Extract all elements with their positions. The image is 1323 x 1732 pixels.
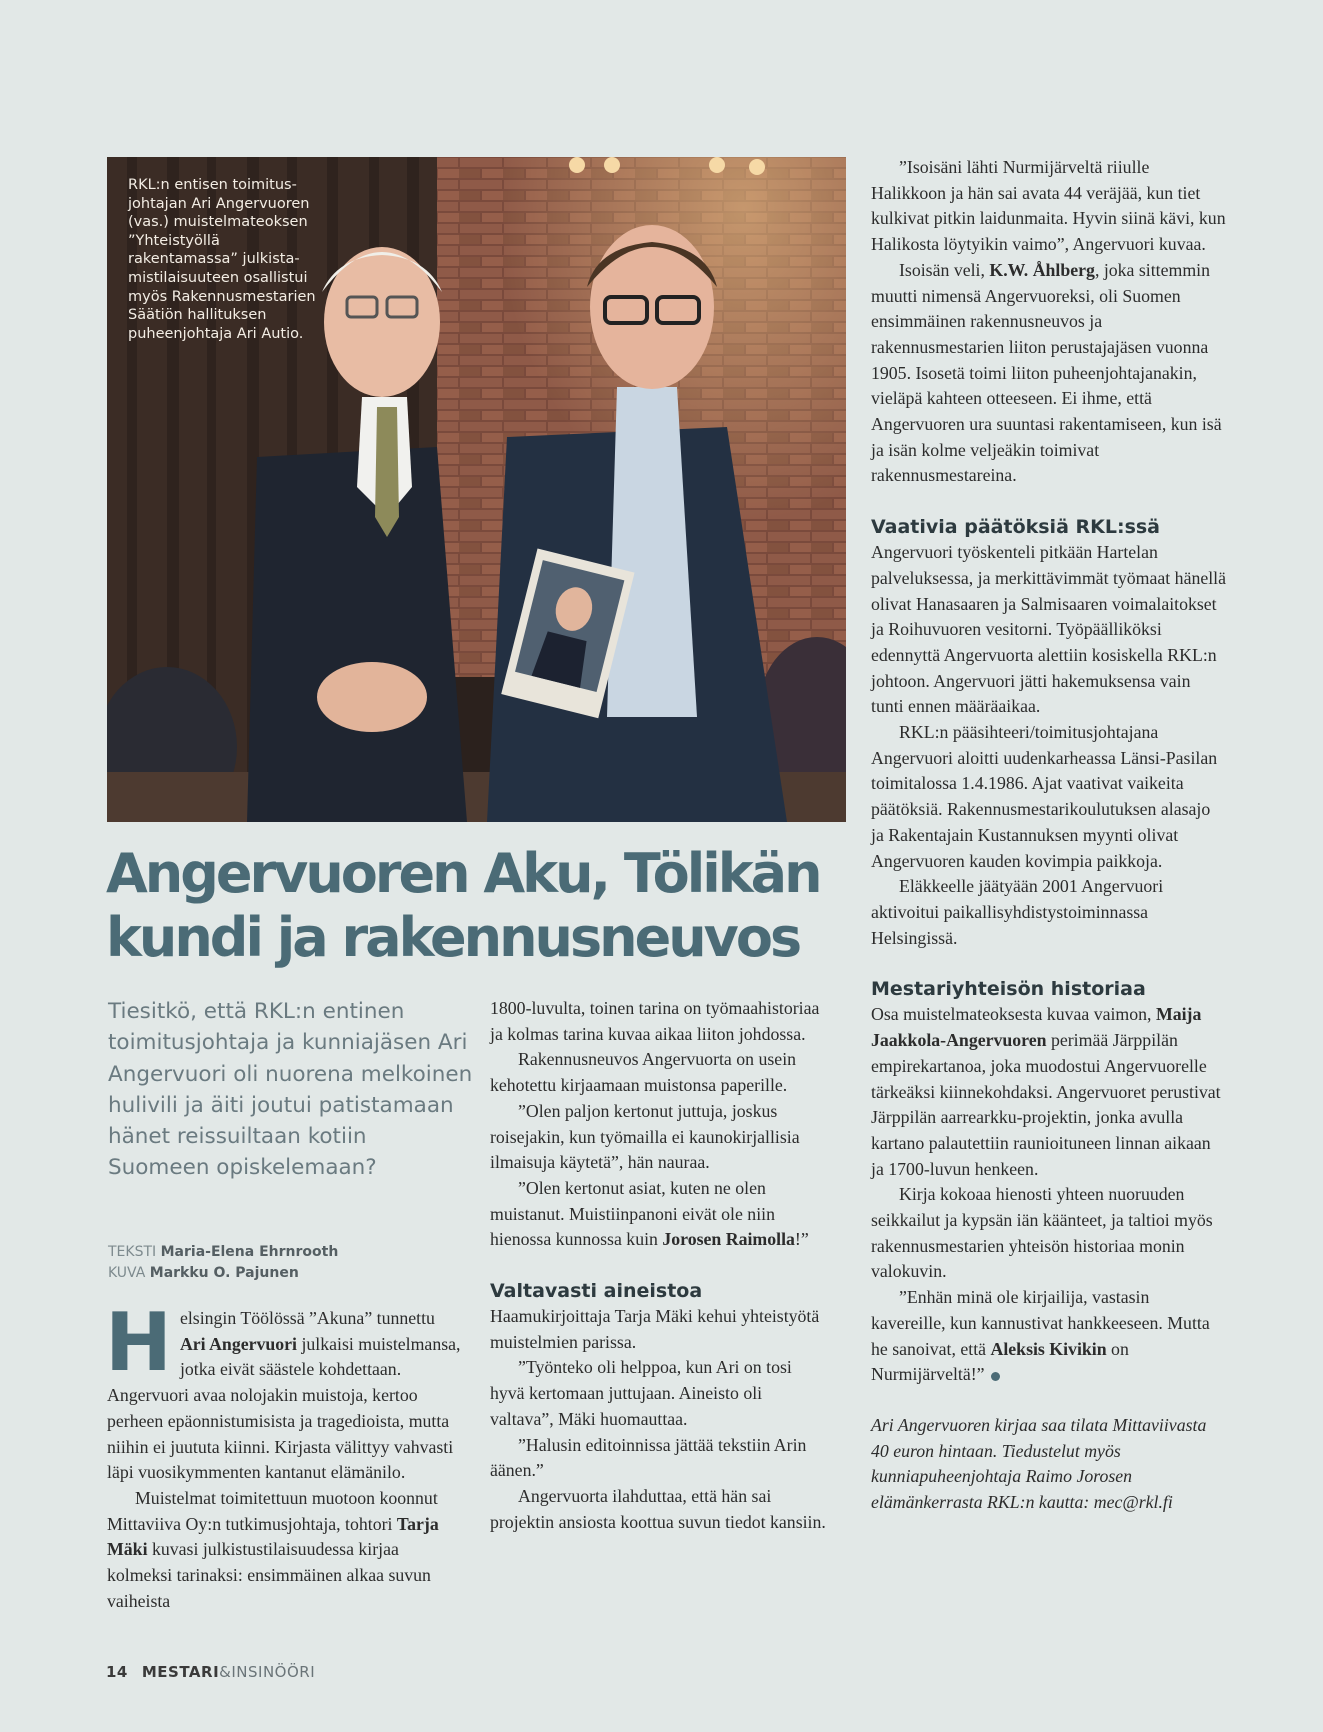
headline-line-1: Angervuoren Aku, Tölikän [106, 842, 820, 905]
article-headline [106, 842, 826, 970]
body-paragraph: ”Olen paljon kertonut juttuja, joskus roisejakin, kun työmailla ei kaunokirjallisia ilmaisuja käytetä”, hän nauraa. [490, 1100, 800, 1173]
body-paragraph: ”Olen kertonut asiat, kuten ne olen muistanut. Muistiinpanoni eivät ole niin hienossa kunnossa kuin Jorosen Raimolla!” [490, 1177, 809, 1250]
body-paragraph: Muistelmat toimitettuun muotoon koonnut Mittaviiva Oy:n tutkimusjohtaja, tohtori Tarja Mäki kuvasi julkistustilaisuudessa kirjaa kolmeksi tarinaksi: ensimmäinen alkaa suvun vaiheista [107, 1487, 439, 1611]
page-number: 14 [106, 1663, 128, 1681]
body-column-3 [871, 155, 1227, 1516]
body-paragraph: Eläkkeelle jäätyään 2001 Angervuori aktivoitui paikallisyhdistystoiminnassa Helsingissä. [871, 876, 1164, 948]
body-paragraph: Angervuori työskenteli pitkään Hartelan palveluksessa, ja merkittävimmät työmaat hänellä olivat Hanasaaren ja Salmisaaren voimalaitokset ja Roihuvuoren vesitorni. Työpäälliköksi edennyttä Angervuorta alettiin kosiskella RKL:n johtoon. Angervuori jätti hakemuksensa vain tunti ennen määräaikaa. [871, 542, 1227, 717]
magazine-brand: MESTARI [141, 1663, 220, 1681]
ordering-note-text: Ari Angervuoren kirjaa saa tilata Mittaviivasta 40 euron hintaan. Tiedustelut myös kunniapuheenjohtaja Raimo Jorosen elämänkerrasta RKL:n kautta: mec@rkl.fi [871, 1414, 1207, 1513]
body-paragraph: ”Enhän minä ole kirjailija, vastasin kavereille, kun kannustivat hankkeeseen. Mutta he sanoivat, että Aleksis Kivikin on Nurmijärveltä!” [871, 1287, 1210, 1385]
body-column-2 [490, 996, 830, 1535]
body-paragraph: ”Halusin editoinnissa jättää tekstiin Arin äänen.” [490, 1434, 807, 1481]
credit-text-name: Maria-Elena Ehrnrooth [160, 1244, 339, 1260]
credit-photo-label: KUVA [108, 1265, 146, 1281]
ordering-note [871, 1413, 1227, 1516]
body-paragraph: ”Työnteko oli helppoa, kun Ari on tosi hyvä kertomaan juttujaan. Aineisto oli valtava”, Mäki huomauttaa. [490, 1357, 792, 1429]
credit-text-label: TEKSTI [108, 1244, 157, 1260]
article-lead: Tiesitkö, että RKL:n entinen toimitusjohtaja ja kunniajäsen Ari Angervuori oli nuorena melkoinen hulivili ja äiti joutui patistamaan hänet reissuiltaan kotiin Suomeen opiskelemaan? [108, 999, 473, 1181]
body-paragraph: Rakennusneuvos Angervuorta on usein kehotettu kirjaamaan muistonsa paperille. [490, 1049, 797, 1096]
body-paragraph: RKL:n pääsihteeri/toimitusjohtajana Angervuori aloitti uudenkarheassa Länsi-Pasilan toimitalossa 1.4.1986. Ajat vaativat vaikeita päätöksiä. Rakennusmestarikoulutuksen alasajo ja Rakentajain Kustannuksen myynti olivat Angervuoren kauden kovimpia paikkoja. [871, 722, 1218, 871]
body-column-1 [105, 1296, 462, 1614]
article-credits [108, 1242, 338, 1284]
page-footer [106, 1663, 315, 1681]
drop-cap: H [105, 1296, 172, 1389]
subheading: Mestariyhteisön historiaa [871, 978, 1146, 1001]
body-paragraph: Helsingin Töölössä ”Akuna” tunnettu Ari Angervuori julkaisi muistelmansa, jotka eivät säästele kohdettaan. Angervuori avaa nolojakin muistoja, kertoo perheen epäonnistumisista ja tragedioista, mutta niihin ei juututa kiinni. Kirjasta välittyy vahvasti läpi vuosikymmenten kantanut elämänilo. [105, 1296, 461, 1483]
subheading: Vaativia päätöksiä RKL:ssä [871, 516, 1161, 539]
body-paragraph: Isoisän veli, K.W. Åhlberg, joka sittemmin muutti nimensä Angervuoreksi, oli Suomen ensimmäinen rakennusneuvos ja rakennusmestarien liiton perustajajäsen vuonna 1905. Isosetä toimi liiton puheenjohtajanakin, vieläpä kahteen otteeseen. Ei ihme, että Angervuoren ura suuntasi rakentamiseen, kun isä ja isän kolme veljeäkin toimivat rakennusmestareina. [871, 259, 1222, 486]
subheading: Valtavasti aineistoa [490, 1280, 703, 1303]
headline-line-2: kundi ja rakennusneuvos [106, 906, 800, 969]
body-paragraph: Haamukirjoittaja Tarja Mäki kehui yhteistyötä muistelmien parissa. [490, 1306, 820, 1352]
magazine-brand-suffix: &INSINÖÖRI [219, 1663, 316, 1681]
body-paragraph: 1800-luvulta, toinen tarina on työmaahistoriaa ja kolmas tarina kuvaa aikaa liiton johdossa. [490, 998, 820, 1044]
credit-photo-name: Markku O. Pajunen [149, 1265, 299, 1281]
photo-caption: RKL:n entisen toimitusjohtajan Ari Angervuoren (vas.) muistelmateoksen ”Yhteistyöllä rakentamassa” julkistamistilaisuuteen osallistui myös Rakennusmestarien Säätiön hallituksen puheenjohtaja Ari Autio. [128, 177, 316, 342]
body-paragraph: ”Isoisäni lähti Nurmijärveltä riiulle Halikkoon ja hän sai avata 44 veräjää, kun tiet kulkivat pitkin laidunmaita. Hyvin siinä kävi, kun Halikosta löytyikin vaimo”, Angervuori kuvaa. [871, 157, 1226, 255]
body-paragraph: Osa muistelmateoksesta kuvaa vaimon, Maija Jaakkola-Angervuoren perimää Järppilän empirekartanoa, joka muodostui Angervuorelle tärkeäksi kiinnekohdaksi. Angervuoret perustivat Järppilän aarrearkku-projektin, jonka avulla kartano palautettiin raunioituneen linnan aikaan ja 1700-luvun henkeen. [871, 1004, 1221, 1179]
end-mark-icon [991, 1372, 1000, 1381]
body-paragraph: Angervuorta ilahduttaa, että hän sai projektin ansiosta koottua suvun tiedot kansiin. [490, 1485, 826, 1532]
body-paragraph: Kirja kokoaa hienosti yhteen nuoruuden seikkailut ja kypsän iän käänteet, ja taltioi myös rakennusmestarien yhteisön historiaa monin valokuvin. [871, 1184, 1213, 1282]
